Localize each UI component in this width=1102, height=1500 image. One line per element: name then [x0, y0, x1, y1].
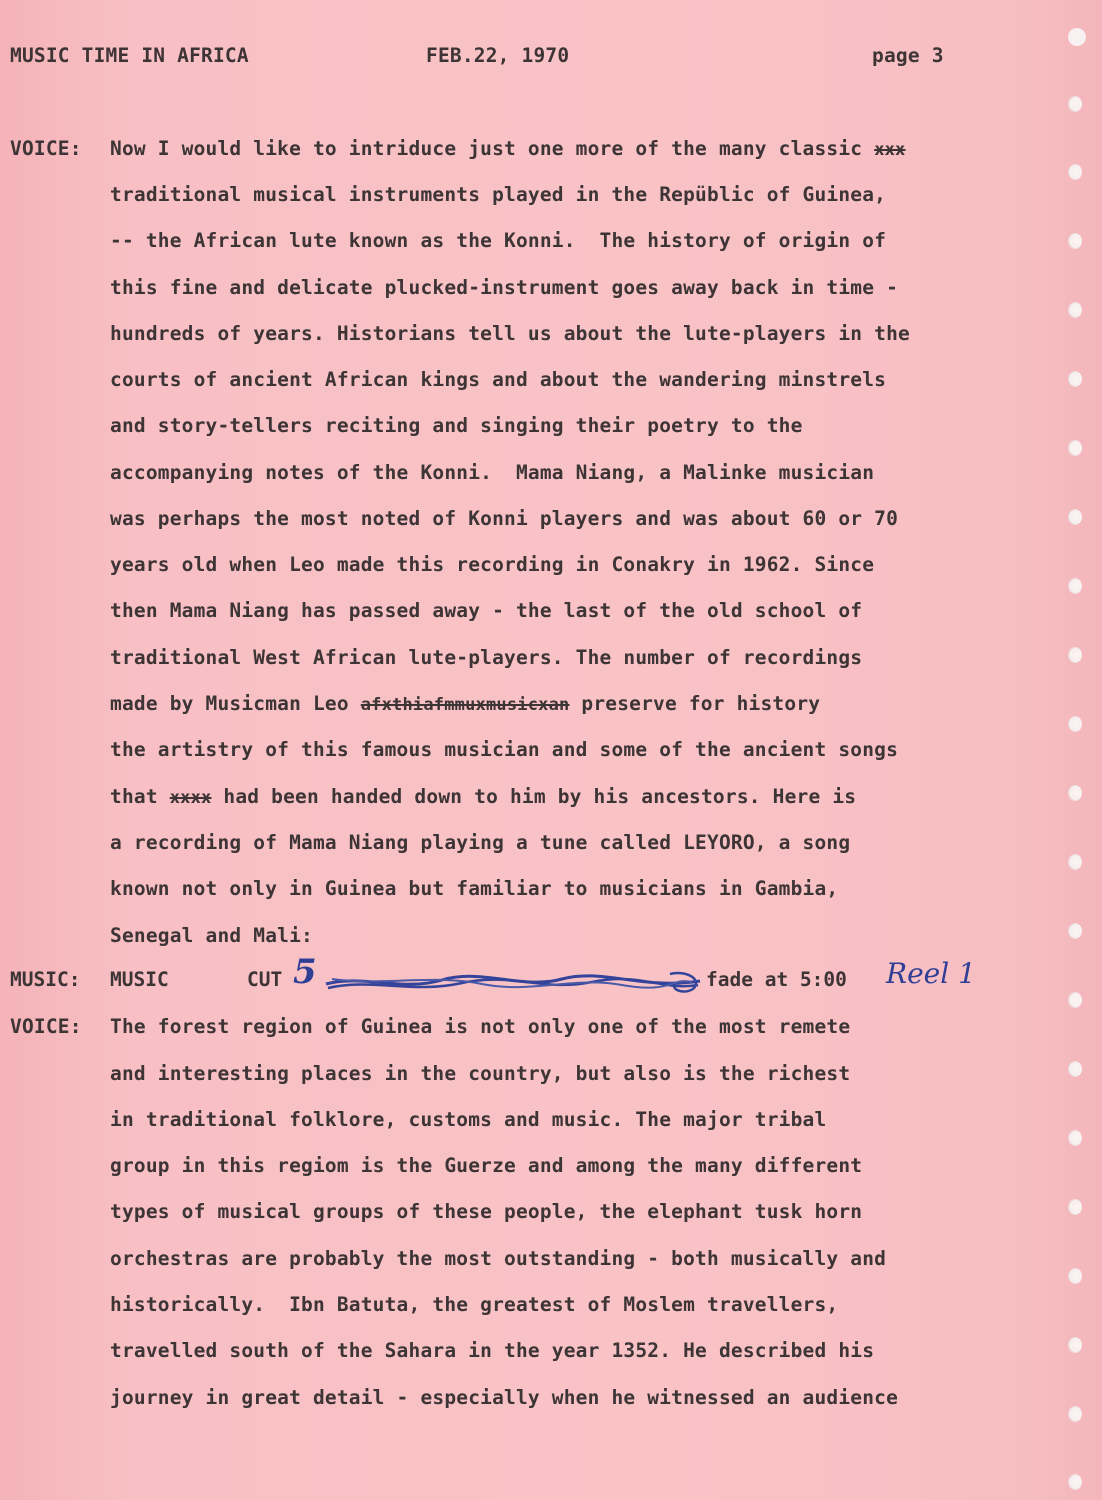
script-line: a recording of Mama Niang playing a tune called LEYORO, a song [110, 831, 851, 854]
binder-hole [1068, 647, 1082, 663]
script-line: years old when Leo made this recording in Conakry in 1962. Since [110, 553, 875, 576]
script-line: group in this regiom is the Guerze and among the many different [110, 1154, 863, 1177]
struck-text: xxx [874, 140, 906, 160]
script-line: Senegal and Mali: [110, 924, 313, 947]
script-line [110, 137, 906, 163]
script-line: The forest region of Guinea is not only one of the most remete [110, 1015, 851, 1038]
binder-hole [1068, 1061, 1082, 1077]
script-line: types of musical groups of these people, the elephant tusk horn [110, 1200, 863, 1223]
script-line: accompanying notes of the Konni. Mama Niang, a Malinke musician [110, 461, 875, 484]
script-line-text: had been handed down to him by his ancestors. Here is [211, 785, 857, 808]
music-cue [10, 952, 1010, 998]
struck-text: afxthiafmmuxmusicxan [360, 695, 570, 715]
fade-note: fade at 5:00 [706, 968, 847, 991]
script-line: the artistry of this famous musician and some of the ancient songs [110, 738, 899, 761]
binder-hole [1068, 440, 1082, 456]
script-line [110, 692, 820, 718]
script-line: and interesting places in the country, but also is the richest [110, 1062, 851, 1085]
script-line: hundreds of years. Historians tell us about the lute-players in the [110, 322, 910, 345]
reel-note-handwritten: Reel 1 [886, 957, 976, 990]
binder-hole [1068, 371, 1082, 387]
script-line: then Mama Niang has passed away - the last of the old school of [110, 599, 863, 622]
script-line: known not only in Guinea but familiar to musicians in Gambia, [110, 877, 839, 900]
binder-hole [1068, 854, 1082, 870]
script-line-text: preserve for history [569, 692, 821, 715]
binder-hole [1068, 1337, 1082, 1353]
binder-hole [1068, 302, 1082, 318]
struck-text: xxxx [169, 788, 212, 808]
binder-hole [1068, 1130, 1082, 1146]
music-label: MUSIC: [10, 968, 81, 991]
script-line: orchestras are probably the most outstanding - both musically and [110, 1247, 887, 1270]
cut-label: CUT [247, 968, 283, 991]
music-word: MUSIC [110, 968, 169, 991]
binder-hole [1068, 716, 1082, 732]
script-line: traditional West African lute-players. The number of recordings [110, 646, 863, 669]
script-line: traditional musical instruments played in the Repüblic of Guinea, [110, 183, 887, 206]
scribble-out-mark [322, 970, 704, 996]
binder-hole [1068, 1474, 1082, 1490]
voice-label: VOICE: [10, 137, 82, 160]
script-line: was perhaps the most noted of Konni players and was about 60 or 70 [110, 507, 899, 530]
script-line: and story-tellers reciting and singing their poetry to the [110, 414, 803, 437]
script-line: courts of ancient African kings and about the wandering minstrels [110, 368, 887, 391]
script-line [110, 785, 856, 811]
binder-hole [1068, 578, 1082, 594]
script-line-text: Now I would like to intriduce just one more of the many classic [110, 137, 863, 160]
binder-hole [1068, 233, 1082, 249]
script-line-text: that [110, 785, 170, 808]
script-line: this fine and delicate plucked-instrument goes away back in time - [110, 276, 899, 299]
binder-hole [1068, 96, 1082, 112]
binder-hole [1068, 28, 1086, 46]
page-number: page 3 [872, 44, 944, 67]
binder-hole [1068, 785, 1082, 801]
script-line: in traditional folklore, customs and music. The major tribal [110, 1108, 827, 1131]
script-line: historically. Ibn Batuta, the greatest of Moslem travellers, [110, 1293, 839, 1316]
binder-hole [1068, 1199, 1082, 1215]
binder-hole [1068, 992, 1082, 1008]
script-line-text: made by Musicman Leo [110, 692, 361, 715]
binder-hole [1068, 164, 1082, 180]
binder-hole [1068, 1406, 1082, 1422]
binder-hole [1068, 509, 1082, 525]
script-line: travelled south of the Sahara in the year 1352. He described his [110, 1339, 875, 1362]
binder-hole [1068, 1268, 1082, 1284]
voice-label: VOICE: [10, 1015, 82, 1038]
cut-number-handwritten: 5 [293, 952, 317, 992]
script-line: -- the African lute known as the Konni. The history of origin of [110, 229, 887, 252]
script-line: journey in great detail - especially when he witnessed an audience [110, 1386, 899, 1409]
binder-hole [1068, 923, 1082, 939]
broadcast-date: FEB.22, 1970 [426, 44, 570, 67]
program-title: MUSIC TIME IN AFRICA [10, 44, 249, 67]
